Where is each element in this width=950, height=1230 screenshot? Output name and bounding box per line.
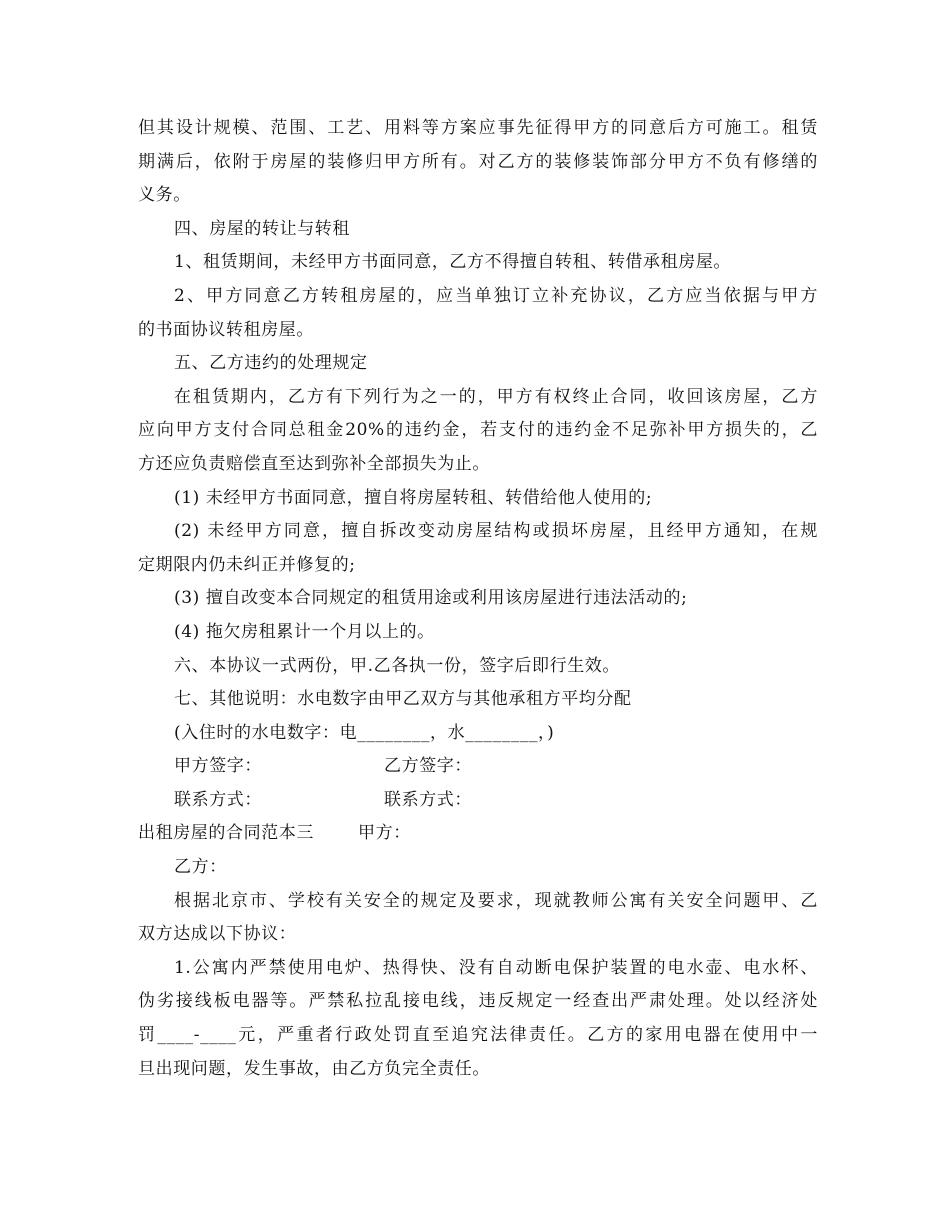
party-a-contact-label: 联系方式： bbox=[174, 789, 262, 810]
meter-reading-line: (入住时的水电数字：电________，水________，) bbox=[174, 722, 555, 743]
paragraph-line: 方还应负责赔偿直至达到弥补全部损失为止。 bbox=[138, 453, 490, 474]
clause-line: 1、租赁期间，未经甲方书面同意，乙方不得擅自转租、转借承租房屋。 bbox=[174, 252, 732, 273]
paragraph-line: 应向甲方支付合同总租金20%的违约金，若支付的违约金不足弥补甲方损失的，乙 bbox=[138, 420, 818, 441]
list-item: 定期限内仍未纠正并修复的; bbox=[138, 554, 356, 575]
paragraph-line: 根据北京市、学校有关安全的规定及要求，现就教师公寓有关安全问题甲、乙 bbox=[174, 890, 818, 911]
section-title: 出租房屋的合同范本三 bbox=[138, 823, 314, 844]
party-a-label: 甲方： bbox=[358, 823, 411, 844]
paragraph-line: 罚____-____元，严重者行政处罚直至追究法律责任。乙方的家用电器在使用中一 bbox=[138, 1025, 818, 1046]
paragraph-line: 期满后，依附于房屋的装修归甲方所有。对乙方的装修装饰部分甲方不负有修缮的 bbox=[138, 151, 818, 172]
section-heading: 四、房屋的转让与转租 bbox=[174, 218, 350, 239]
list-item: (3) 擅自改变本合同规定的租赁用途或利用该房屋进行违法活动的; bbox=[174, 588, 688, 609]
clause-line: 的书面协议转租房屋。 bbox=[138, 319, 314, 340]
list-item: (1) 未经甲方书面同意，擅自将房屋转租、转借给他人使用的; bbox=[174, 487, 653, 508]
document-page bbox=[138, 112, 818, 1086]
paragraph-line: 但其设计规模、范围、工艺、用料等方案应事先征得甲方的同意后方可施工。租赁 bbox=[138, 118, 818, 138]
clause-line: 2、甲方同意乙方转租房屋的，应当单独订立补充协议，乙方应当依据与甲方 bbox=[174, 285, 818, 306]
contact-row bbox=[138, 784, 818, 818]
paragraph-line: 旦出现问题，发生事故，由乙方负完全责任。 bbox=[138, 1058, 490, 1079]
section-heading: 五、乙方违约的处理规定 bbox=[174, 353, 368, 374]
party-b-signature-label: 乙方签字： bbox=[384, 756, 472, 777]
party-b-contact-label: 联系方式： bbox=[384, 789, 472, 810]
paragraph-line: 义务。 bbox=[138, 185, 191, 206]
party-a-signature-label: 甲方签字： bbox=[174, 756, 262, 777]
section-title-row bbox=[138, 817, 818, 851]
paragraph-line: 双方达成以下协议： bbox=[138, 924, 297, 945]
paragraph-line: 伪劣接线板电器等。严禁私拉乱接电线，违反规定一经查出严肃处理。处以经济处 bbox=[138, 991, 818, 1012]
paragraph-line: 1.公寓内严禁使用电炉、热得快、没有自动断电保护装置的电水壶、电水杯、 bbox=[174, 957, 818, 978]
paragraph-line: 在租赁期内，乙方有下列行为之一的，甲方有权终止合同，收回该房屋，乙方 bbox=[174, 386, 818, 407]
list-item: (2) 未经甲方同意，擅自拆改变动房屋结构或损坏房屋，且经甲方通知，在规 bbox=[174, 521, 818, 542]
clause-line: 七、其他说明：水电数字由甲乙双方与其他承租方平均分配 bbox=[174, 689, 632, 710]
signature-row bbox=[138, 750, 818, 784]
clause-line: 六、本协议一式两份，甲.乙各执一份，签字后即行生效。 bbox=[174, 655, 621, 676]
list-item: (4) 拖欠房租累计一个月以上的。 bbox=[174, 621, 435, 642]
party-b-label: 乙方： bbox=[174, 857, 227, 878]
